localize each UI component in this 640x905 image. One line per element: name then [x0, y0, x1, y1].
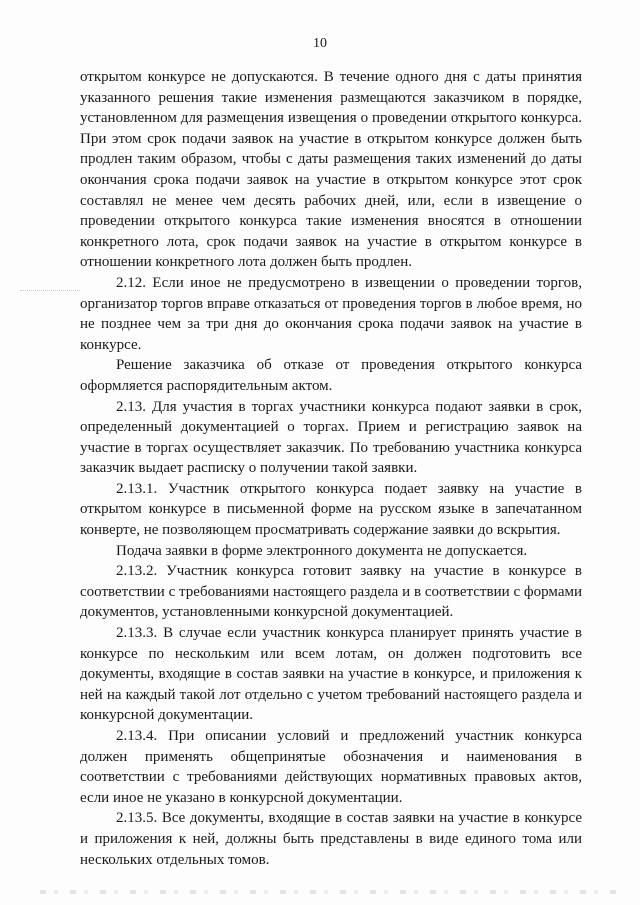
paragraph-2-13-1: 2.13.1. Участник открытого конкурса подает заявку на участие в открытом конкурсе в письменной форме на русском языке в запечатанном конверте, не позволяющем просматривать содержание заявки до вскрытия.: [80, 480, 582, 539]
page-number: 10: [313, 36, 327, 51]
scan-artifact: [20, 290, 80, 291]
paragraph-continuation: открытом конкурсе не допускаются. В течение одного дня с даты принятия указанного решения такие изменения размещаются заказчиком в порядке, установленном для размещения извещения о проведении открытого конкурса. При этом срок подачи заявок на участие в открытом конкурсе должен быть продлен таким образом, чтобы с даты размещения таких изменений до даты окончания срока подачи заявок на участие в открытом конкурсе этот срок составлял не менее чем десять рабочих дней, или, если в извещение о проведении открытого конкурса такие изменения вносятся в отношении конкретного лота, срок подачи заявок на участие в открытом конкурсе в отношении конкретного лота должен быть продлен.: [80, 69, 582, 271]
paragraph-2-13-5: 2.13.5. Все документы, входящие в состав заявки на участие в конкурсе и приложения к ней, должны быть представлены в виде единого тома или нескольких отдельных томов.: [80, 810, 582, 868]
paragraph-2-13-3: 2.13.3. В случае если участник конкурса планирует принять участие в конкурсе по нескольким или всем лотам, он должен подготовить все документы, входящие в состав заявки на участие в конкурсе, и приложения к ней на каждый такой лот отдельно с учетом требований настоящего раздела и конкурсной документации.: [80, 625, 582, 724]
paragraph-2-13-2: 2.13.2. Участник конкурса готовит заявку на участие в конкурсе в соответствии с требованиями настоящего раздела и в соответствии с формами документов, установленными конкурсной документацией.: [80, 563, 582, 621]
document-body: [80, 67, 582, 870]
paragraph-2-13-4: 2.13.4. При описании условий и предложений участник конкурса должен применять общепринятые обозначения и наименования в соответствии с требованиями действующих нормативных правовых актов, если иное не указано в конкурсной документации.: [80, 728, 582, 806]
paragraph-2-13: 2.13. Для участия в торгах участники конкурса подают заявки в срок, определенный документацией о торгах. Прием и регистрацию заявок на участие в торгах осуществляет заказчик. По требованию участника конкурса заказчик выдает расписку о получении такой заявки.: [80, 398, 582, 477]
scan-artifact-bottom: [40, 890, 620, 894]
paragraph-refusal-decision: Решение заказчика об отказе от проведения открытого конкурса оформляется распорядительным актом.: [80, 357, 582, 394]
paragraph-2-12: 2.12. Если иное не предусмотрено в извещении о проведении торгов, организатор торгов вправе отказаться от проведения торгов в любое время, но не позднее чем за три дня до окончания срока подачи заявок на участие в конкурсе.: [80, 274, 582, 353]
paragraph-electronic-submission: Подача заявки в форме электронного документа не допускается.: [116, 542, 528, 559]
